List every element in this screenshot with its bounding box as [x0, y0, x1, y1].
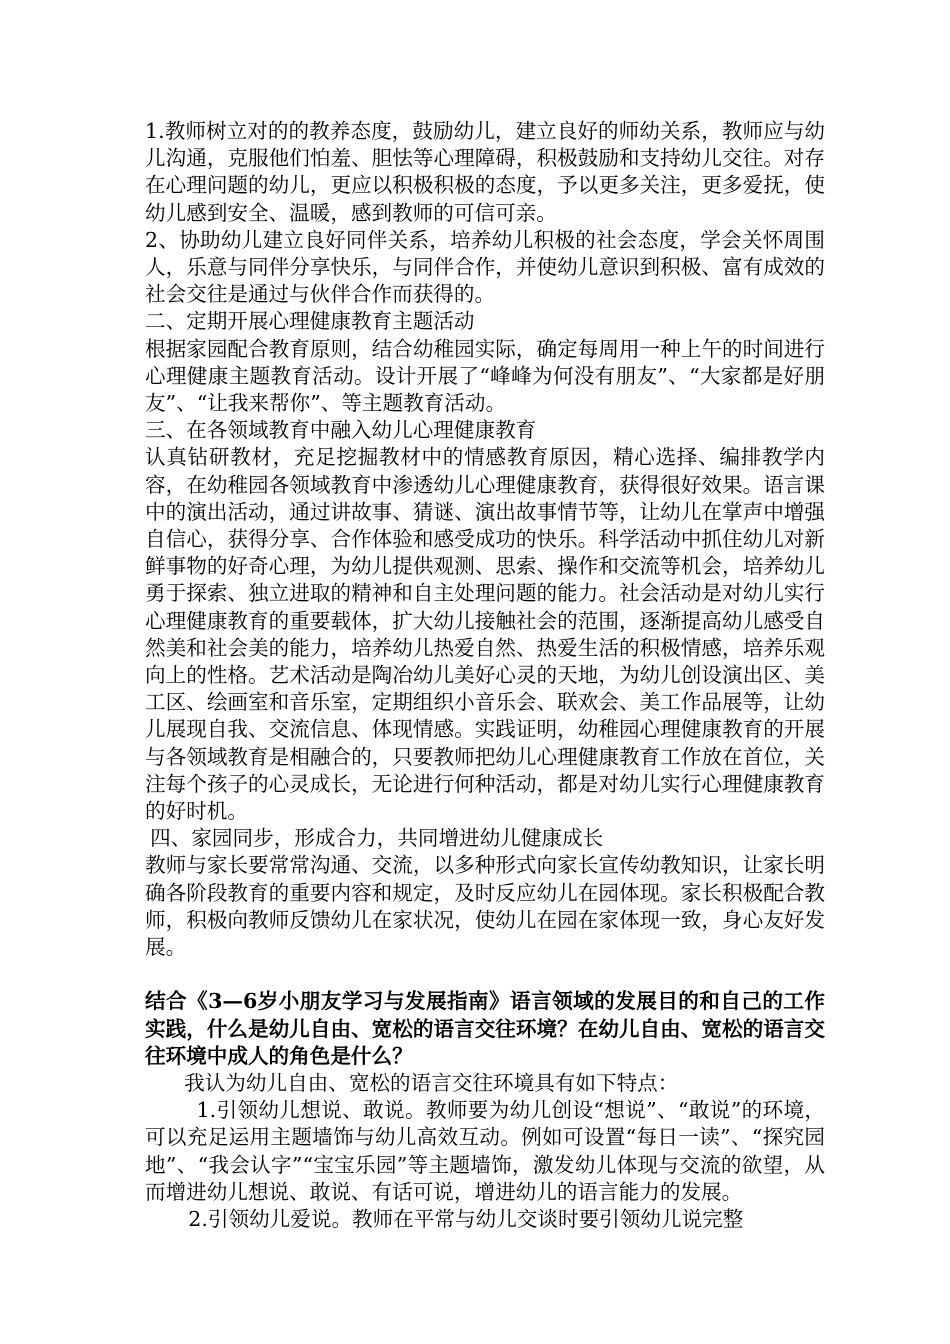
paragraph-theme-activities: 根据家园配合教育原则，结合幼稚园实际，确定每周用一种上午的时间进行心理健康主题教育活动。设计开展了“峰峰为何没有朋友”、“大家都是好朋友”、“让我来帮你”、等主题教育活动。	[145, 336, 825, 416]
paragraph-teacher-attitude: 1.教师树立对的的教养态度，鼓励幼儿，建立良好的师幼关系，教师应与幼儿沟通，克服他们怕羞、胆怯等心理障碍，积极鼓励和支持幼儿交往。对存在心理问题的幼儿，更应以积极积极的态度，予以更多关注，更多爱抚，使幼儿感到安全、温暖，感到教师的可信可亲。	[145, 119, 825, 225]
document-page	[145, 118, 825, 1233]
heading-theme-activities: 二、定期开展心理健康教育主题活动	[145, 309, 475, 334]
answer-point-1: 1.引领幼儿想说、敢说。教师要为幼儿创设“想说”、“敢说”的环境，可以充足运用主题墙饰与幼儿高效互动。例如可设置“每日一读”、“探究园地”、“我会认字”“宝宝乐园”等主题墙饰，激发幼儿体现与交流的欲望，从而增进幼儿想说、敢说、有话可说，增进幼儿的语言能力的发展。	[145, 1098, 825, 1204]
paragraph-home-school: 教师与家长要常常沟通、交流，以多种形式向家长宣传幼教知识，让家长明确各阶段教育的重要内容和规定，及时反应幼儿在园体现。家长积极配合教师，积极向教师反馈幼儿在家状况，使幼儿在园在家体现一致，身心友好发展。	[145, 853, 825, 960]
heading-home-school: 四、家园同步，形成合力，共同增进幼儿健康成长	[150, 826, 604, 851]
blank-line	[145, 961, 825, 988]
question-heading: 结合《3—6岁小朋友学习与发展指南》语言领域的发展目的和自己的工作实践，什么是幼儿自由、宽松的语言交往环境？在幼儿自由、宽松的语言交往环境中成人的角色是什么？	[145, 989, 825, 1068]
heading-domain-education: 三、在各领域教育中融入幼儿心理健康教育	[145, 418, 537, 443]
paragraph-peer-relations: 2、协助幼儿建立良好同伴关系，培养幼儿积极的社会态度，学会关怀周围人，乐意与同伴分享快乐，与同伴合作，并使幼儿意识到积极、富有成效的社会交往是通过与伙伴合作而获得的。	[145, 227, 825, 307]
paragraph-domain-education: 认真钻研教材，充足挖掘教材中的情感教育原因，精心选择、编排教学内容，在幼稚园各领域教育中渗透幼儿心理健康教育，获得很好效果。语言课中的演出活动，通过讲故事、猜谜、演出故事情节等，让幼儿在掌声中增强自信心，获得分享、合作体验和感受成功的快乐。科学活动中抓住幼儿对新鲜事物的好奇心理，为幼儿提供观测、思索、操作和交流等机会，培养幼儿勇于探索、独立进取的精神和自主处理问题的能力。社会活动是对幼儿实行心理健康教育的重要载体，扩大幼儿接触社会的范围，逐渐提高幼儿感受自然美和社会美的能力，培养幼儿热爱自然、热爱生活的积极情感，培养乐观向上的性格。艺术活动是陶冶幼儿美好心灵的天地，为幼儿创设演出区、美工区、绘画室和音乐室，定期组织小音乐会、联欢会、美工作品展等，让幼儿展现自我、交流信息、体现情感。实践证明，幼稚园心理健康教育的开展与各领域教育是相融合的，只要教师把幼儿心理健康教育工作放在首位，关注每个孩子的心灵成长，无论进行何种活动，都是对幼儿实行心理健康教育的好时机。	[145, 445, 825, 824]
answer-intro: 我认为幼儿自由、宽松的语言交往环境具有如下特点：	[184, 1070, 679, 1095]
answer-point-2: 2.引领幼儿爱说。教师在平常与幼儿交谈时要引领幼儿说完整	[188, 1206, 744, 1231]
